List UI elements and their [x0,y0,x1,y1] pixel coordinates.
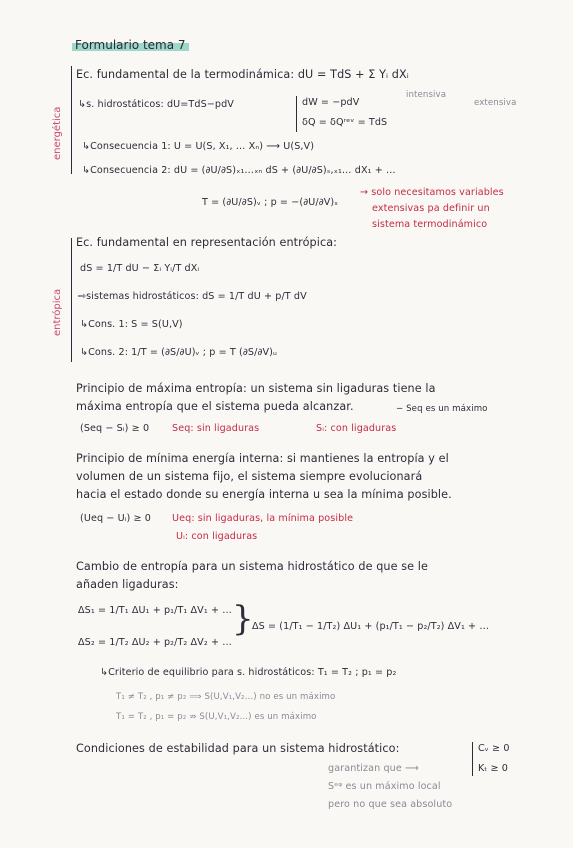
cambio-line-1: Cambio de entropía para un sistema hidrostático de que se le [76,560,428,573]
ec-fundamental: Ec. fundamental de la termodinámica: dU = TdS + Σ Yᵢ dXᵢ [76,68,409,81]
criterio-equilibrio: ↳Criterio de equilibrio para s. hidrostáticos: T₁ = T₂ ; p₁ = p₂ [100,667,397,678]
eq-dw: dW = −pdV [302,97,360,108]
seq-maximo: Sᵉᵠ es un máximo local [328,781,441,792]
ec-entropica: Ec. fundamental en representación entrópica: [76,236,338,249]
criterio-eq: T₁ = T₂ , p₁ = p₂ ⇏ S(U,V₁,V₂…) es un máximo [116,712,317,722]
no-absoluto: pero no que sea absoluto [328,799,453,810]
cons-2: ↳Cons. 2: 1/T = (∂S/∂U)ᵥ ; p = T (∂S/∂V)ᵤ [80,347,278,358]
brace-right: } [232,599,254,639]
kt-cond: Kₜ ≥ 0 [478,763,508,774]
criterio-neq: T₁ ≠ T₂ , p₁ ≠ p₂ ⟹ S(U,V₁,V₂…) no es un máximo [116,692,336,702]
seq-label: Seq: sin ligaduras [172,423,260,434]
section-bar-entropica [71,238,72,362]
eq-ds2: ΔS₂ = 1/T₂ ΔU₂ + p₂/T₂ ΔV₂ + … [78,637,232,648]
ueq-label: Ueq: sin ligaduras, la mínima posible [172,513,354,524]
eq-t-p: T = (∂U/∂S)ᵥ ; p = −(∂U/∂V)ₛ [202,197,338,208]
note-line-1: → solo necesitamos variables [360,187,504,198]
eq-ds: dS = 1/T dU − Σᵢ Yᵢ/T dXᵢ [80,263,200,274]
max-entropia-cond: (Seq − Sᵢ) ≥ 0 [80,423,150,434]
garantizan: garantizan que ⟶ [328,763,419,774]
label-intensiva: intensiva [406,90,447,100]
note-line-2: extensivas pa definir un [372,203,490,214]
min-energia-cond: (Ueq − Uᵢ) ≥ 0 [80,513,152,524]
cambio-line-2: añaden ligaduras: [76,578,179,591]
min-energia-line-1: Principio de mínima energía interna: si mantienes la entropía y el [76,452,449,465]
eq-dq: δQ = δQʳᵉᵛ = TdS [302,117,388,128]
estabilidad-line-1: Condiciones de estabilidad para un sistema hidrostático: [76,742,400,755]
max-entropia-line-1: Principio de máxima entropía: un sistema sin ligaduras tiene la [76,382,436,395]
sist-hidrostaticos: ↳s. hidrostáticos: dU=TdS−pdV [78,99,234,110]
ui-label: Uᵢ: con ligaduras [176,531,258,542]
max-entropia-line-2: máxima entropía que el sistema pueda alcanzar. [76,400,354,413]
consecuencia-2: ↳Consecuencia 2: dU = (∂U/∂S)ₓ₁…ₓₙ dS + (∂U/∂S)ₛ,ₓ₁… dX₁ + … [82,165,396,176]
label-extensiva: extensiva [474,98,517,108]
entropica-sist-hidro: ⇨sistemas hidrostáticos: dS = 1/T dU + p/T dV [78,291,307,302]
si-label: Sᵢ: con ligaduras [316,423,397,434]
note-line-3: sistema termodinámico [372,219,488,230]
page-title: Formulario tema 7 [72,38,189,52]
side-label-entropica: entrópica [52,288,63,336]
estabilidad-bracket [472,742,473,776]
system-bracket [296,96,297,132]
eq-ds-total: ΔS = (1/T₁ − 1/T₂) ΔU₁ + (p₁/T₁ − p₂/T₂) ΔV₁ + … [252,621,490,632]
max-entropia-note: − Seq es un máximo [396,404,488,414]
cons-1: ↳Cons. 1: S = S(U,V) [80,319,183,330]
min-energia-line-3: hacia el estado donde su energía interna u sea la mínima posible. [76,488,452,501]
eq-ds1: ΔS₁ = 1/T₁ ΔU₁ + p₁/T₁ ΔV₁ + … [78,605,232,616]
min-energia-line-2: volumen de un sistema fijo, el sistema siempre evolucionará [76,470,423,483]
consecuencia-1: ↳Consecuencia 1: U = U(S, X₁, … Xₙ) ⟶ U(S,V) [82,141,315,152]
side-label-energetica: energética [52,106,63,160]
cv-cond: Cᵥ ≥ 0 [478,743,510,754]
section-bar-energetica [71,66,72,174]
